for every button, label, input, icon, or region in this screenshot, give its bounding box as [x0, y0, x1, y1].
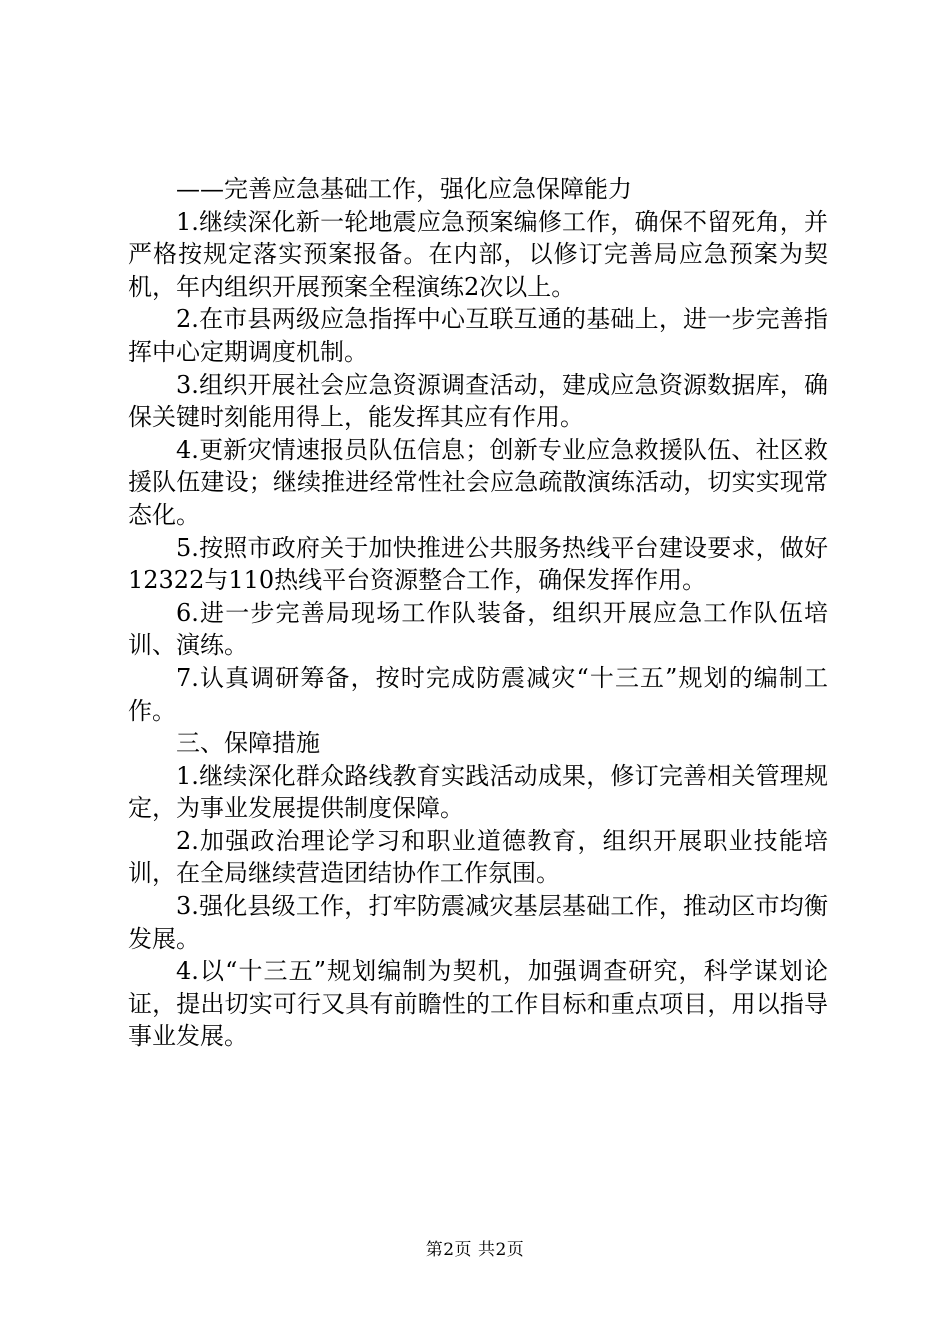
section-heading-emergency-foundation: ——完善应急基础工作，强化应急保障能力: [176, 175, 632, 203]
paragraph-item-4: 4.更新灾情速报员队伍信息；创新专业应急救援队伍、社区救援队伍建设；继续推进经常性社会应急疏散演练活动，切实实现常态化。: [128, 435, 828, 529]
paragraph-item-6: 6.进一步完善局现场工作队装备，组织开展应急工作队伍培训、演练。: [128, 598, 828, 660]
safeguard-item-2: 2.加强政治理论学习和职业道德教育，组织开展职业技能培训，在全局继续营造团结协作工作氛围。: [128, 826, 828, 888]
section-heading-safeguards: 三、保障措施: [176, 729, 320, 758]
paragraph-item-3: 3.组织开展社会应急资源调查活动，建成应急资源数据库，确保关键时刻能用得上，能发挥其应有作用。: [128, 370, 828, 432]
document-body: [128, 173, 828, 1053]
safeguard-item-3: 3.强化县级工作，打牢防震减灾基层基础工作，推动区市均衡发展。: [128, 892, 828, 953]
paragraph-item-2: 2.在市县两级应急指挥中心互联互通的基础上，进一步完善指挥中心定期调度机制。: [128, 305, 828, 366]
page-footer-number: 第2页 共2页: [425, 1240, 525, 1260]
paragraph-item-7: 7.认真调研筹备，按时完成防震减灾“十三五”规划的编制工作。: [128, 663, 828, 725]
paragraph-item-1: 1.继续深化新一轮地震应急预案编修工作，确保不留死角，并严格按规定落实预案报备。在内部，以修订完善局应急预案为契机，年内组织开展预案全程演练2次以上。: [128, 207, 828, 301]
safeguard-item-1: 1.继续深化群众路线教育实践活动成果，修订完善相关管理规定，为事业发展提供制度保障。: [128, 761, 828, 823]
paragraph-item-5: 5.按照市政府关于加快推进公共服务热线平台建设要求，做好12322与110热线平台资源整合工作，确保发挥作用。: [128, 533, 828, 595]
safeguard-item-4: 4.以“十三五”规划编制为契机，加强调查研究，科学谋划论证，提出切实可行又具有前瞻性的工作目标和重点项目，用以指导事业发展。: [128, 957, 828, 1051]
